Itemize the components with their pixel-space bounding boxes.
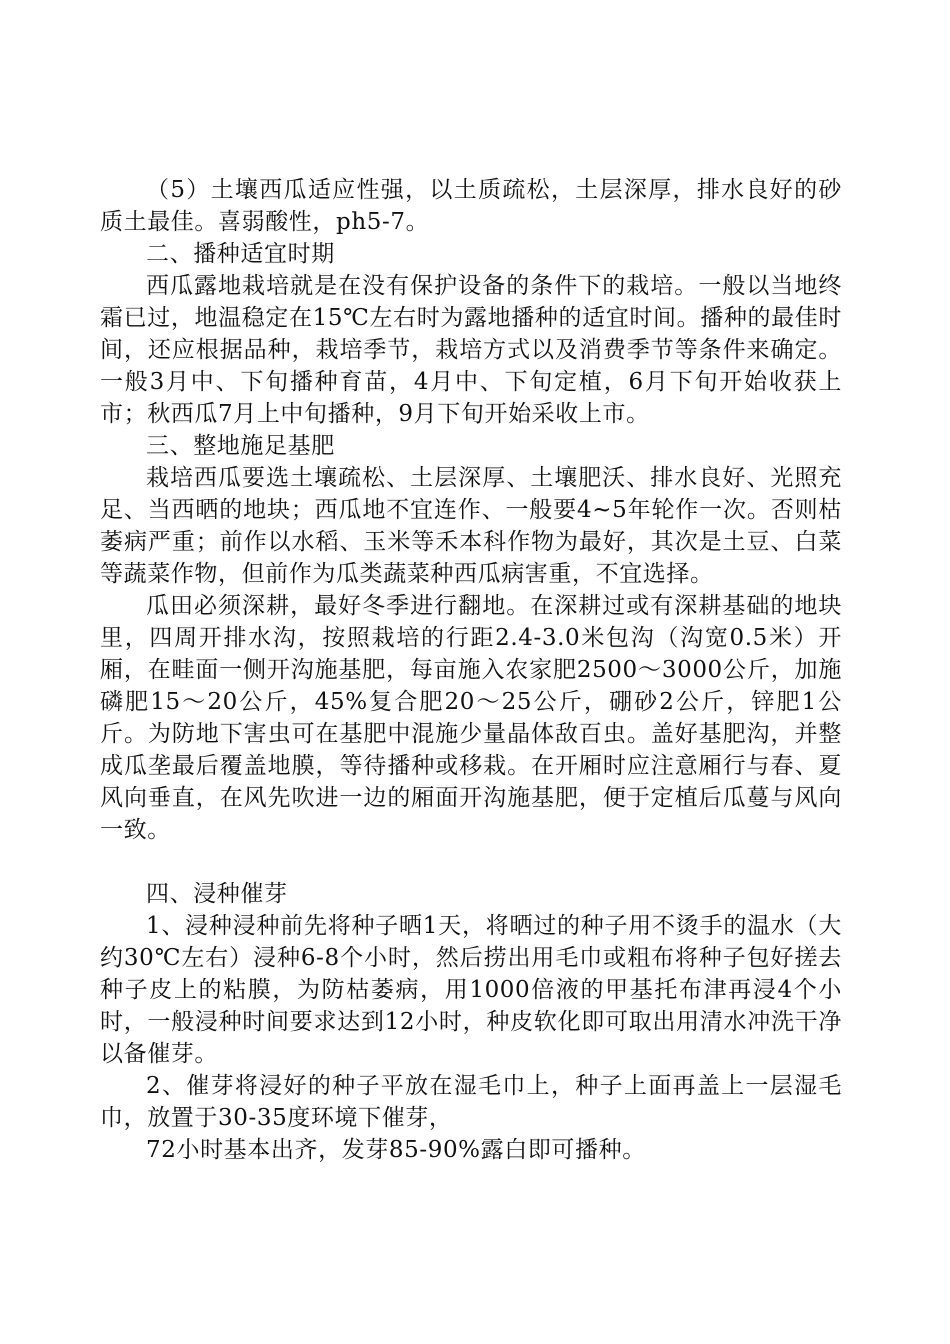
document-body (100, 174, 842, 1166)
paragraph-germination-result: 72小时基本出齐，发芽85-90%露白即可播种。 (146, 1137, 646, 1163)
heading-soaking-germination: 四、浸种催芽 (146, 881, 288, 907)
blank-line (100, 846, 842, 878)
paragraph-land-selection: 栽培西瓜要选土壤疏松、土层深厚、土壤肥沃、排水良好、光照充足、当西晒的地块；西瓜地不宜连作、一般要4~5年轮作一次。否则枯萎病严重；前作以水稻、玉米等禾本科作物为最好，其次是土豆、白菜等蔬菜作物，但前作为瓜类蔬菜种西瓜病害重，不宜选择。 (100, 465, 842, 587)
paragraph-sowing-time: 西瓜露地栽培就是在没有保护设备的条件下的栽培。一般以当地终霜已过，地温稳定在15℃左右时为露地播种的适宜时间。播种的最佳时间，还应根据品种，栽培季节，栽培方式以及消费季节等条件来确定。一般3月中、下旬播种育苗，4月中、下旬定植，6月下旬开始收获上市；秋西瓜7月上中旬播种，9月下旬开始采收上市。 (100, 273, 842, 427)
heading-sowing-time: 二、播种适宜时期 (146, 241, 335, 267)
heading-land-fertilizer: 三、整地施足基肥 (146, 433, 335, 459)
paragraph-germination: 2、催芽将浸好的种子平放在湿毛巾上，种子上面再盖上一层湿毛巾，放置于30-35度环境下催芽， (100, 1073, 842, 1131)
paragraph-deep-plowing: 瓜田必须深耕，最好冬季进行翻地。在深耕过或有深耕基础的地块里，四周开排水沟，按照栽培的行距2.4-3.0米包沟（沟宽0.5米）开厢，在畦面一侧开沟施基肥，每亩施入农家肥2500～3000公斤，加施磷肥15～20公斤，45%复合肥20～25公斤，硼砂2公斤，锌肥1公斤。为防地下害虫可在基肥中混施少量晶体敌百虫。盖好基肥沟，并整成瓜垄最后覆盖地膜，等待播种或移栽。在开厢时应注意厢行与春、夏风向垂直，在风先吹进一边的厢面开沟施基肥，便于定植后瓜蔓与风向一致。 (100, 593, 842, 843)
paragraph-soil: （5）土壤西瓜适应性强，以土质疏松，土层深厚，排水良好的砂质土最佳。喜弱酸性，ph5-7。 (100, 177, 842, 235)
paragraph-soaking: 1、浸种浸种前先将种子晒1天，将晒过的种子用不烫手的温水（大约30℃左右）浸种6-8个小时，然后捞出用毛巾或粗布将种子包好搓去种子皮上的粘膜，为防枯萎病，用1000倍液的甲基托布津再浸4个小时，一般浸种时间要求达到12小时，种皮软化即可取出用清水冲洗干净以备催芽。 (100, 913, 842, 1067)
